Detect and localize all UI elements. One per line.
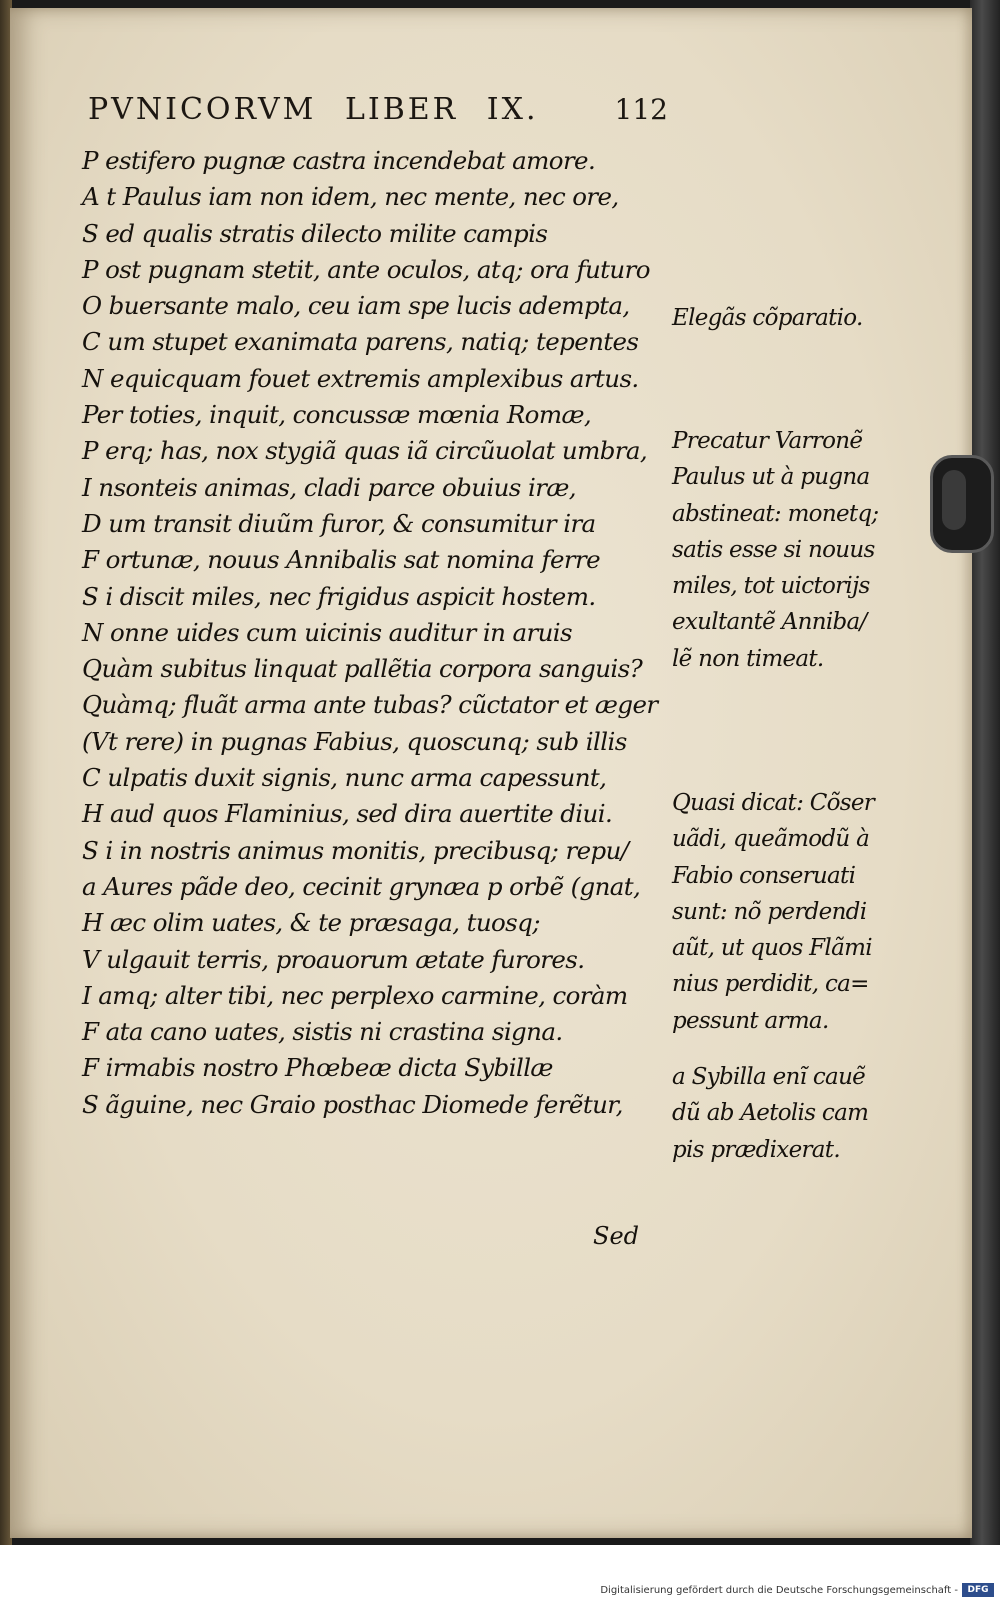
marginal-note-line: uãdi, queãmodũ à: [672, 826, 870, 853]
verse-line: Quàmq; fluãt arma ante tubas? cũctator et æger: [82, 690, 658, 720]
marginal-note-line: abstineat: monetq;: [672, 500, 879, 527]
verse-line: a Aures pãde deo, cecinit grynæa p orbẽ (gnat,: [82, 871, 641, 901]
verse-line: C ulpatis duxit signis, nunc arma capessunt,: [82, 763, 607, 793]
verse-line: F ata cano uates, sistis ni crastina signa.: [82, 1017, 563, 1047]
verse-line: Per toties, inquit, concussæ mœnia Romæ,: [82, 400, 592, 430]
marginal-note-line: lẽ non timeat.: [672, 645, 824, 672]
verse-text: [82, 143, 682, 1123]
page-tab-marker-inner: [942, 470, 966, 530]
verse-line: H aud quos Flaminius, sed dira auertite diui.: [82, 799, 613, 829]
verse-line: A t Paulus iam non idem, nec mente, nec ore,: [82, 182, 619, 212]
funding-notice: Digitalisierung gefördert durch die Deutsche Forschungsgemeinschaft -: [600, 1585, 958, 1596]
folio-number: 112: [614, 93, 668, 126]
running-head: PVNICORVM LIBER IX.: [88, 92, 539, 127]
marginal-note-line: pis prædixerat.: [672, 1136, 840, 1163]
marginal-note-line: dũ ab Aetolis cam: [672, 1100, 869, 1127]
marginal-note-line: aũt, ut quos Flãmi: [672, 935, 872, 962]
marginal-note-line: Precatur Varronẽ: [672, 428, 863, 454]
verse-line: (Vt rere) in pugnas Fabius, quoscunq; sub illis: [82, 726, 627, 756]
marginal-note-line: pessunt arma.: [672, 1007, 829, 1034]
verse-line: F ortunæ, nouus Annibalis sat nomina ferre: [82, 545, 600, 575]
marginal-note-line: Elegãs cõparatio.: [672, 305, 863, 331]
verse-line: N onne uides cum uicinis auditur in aruis: [82, 617, 572, 647]
marginal-note-line: satis esse si nouus: [672, 536, 875, 563]
marginal-note-line: miles, tot uictorijs: [672, 573, 870, 600]
verse-line: S ãguine, nec Graio posthac Diomede ferẽtur,: [82, 1089, 623, 1119]
verse-line: F irmabis nostro Phœbeæ dicta Sybillæ: [82, 1053, 553, 1083]
verse-line: N equicquam fouet extremis amplexibus artus.: [82, 363, 639, 393]
verse-line: I amq; alter tibi, nec perplexo carmine, coràm: [82, 980, 628, 1010]
book-edge: [970, 0, 1000, 1545]
marginal-note: [672, 785, 874, 1039]
marginal-note: [672, 423, 878, 677]
marginal-note-line: Quasi dicat: Cõser: [672, 790, 875, 816]
catchword: Sed: [593, 1222, 640, 1250]
marginal-note-line: nius perdidit, ca=: [672, 971, 869, 998]
page-header: [88, 92, 668, 127]
verse-line: V ulgauit terris, proauorum ætate furores.: [82, 944, 585, 974]
verse-line: S i discit miles, nec frigidus aspicit hostem.: [82, 581, 596, 611]
marginal-note-line: Fabio conseruati: [672, 862, 856, 889]
marginal-note: [672, 1059, 868, 1168]
verse-line: I nsonteis animas, cladi parce obuius iræ,: [82, 472, 576, 502]
verse-line: O buersante malo, ceu iam spe lucis adempta,: [82, 291, 630, 321]
marginal-note: [672, 300, 863, 336]
marginal-note-line: a Sybilla enĩ cauẽ: [672, 1064, 866, 1090]
verse-line: S ed qualis stratis dilecto milite campis: [82, 218, 548, 248]
dfg-logo: DFG: [962, 1583, 994, 1597]
marginal-note-line: Paulus ut à pugna: [672, 464, 870, 491]
marginal-note-line: exultantẽ Anniba/: [672, 609, 867, 636]
verse-line: Quàm subitus linquat pallẽtia corpora sanguis?: [82, 654, 643, 684]
verse-line: P ost pugnam stetit, ante oculos, atq; ora futuro: [82, 254, 650, 284]
verse-line: H æc olim uates, & te præsaga, tuosq;: [82, 908, 540, 938]
verse-line: P estifero pugnæ castra incendebat amore.: [82, 146, 596, 175]
verse-line: C um stupet exanimata parens, natiq; tepentes: [82, 327, 639, 357]
verse-line: D um transit diuũm furor, & consumitur ira: [82, 508, 596, 538]
verse-line: S i in nostris animus monitis, precibusq; repu/: [82, 835, 629, 865]
verse-line: P erq; has, nox stygiã quas iã circũuolat umbra,: [82, 436, 648, 466]
marginal-note-line: sunt: nõ perdendi: [672, 898, 867, 925]
